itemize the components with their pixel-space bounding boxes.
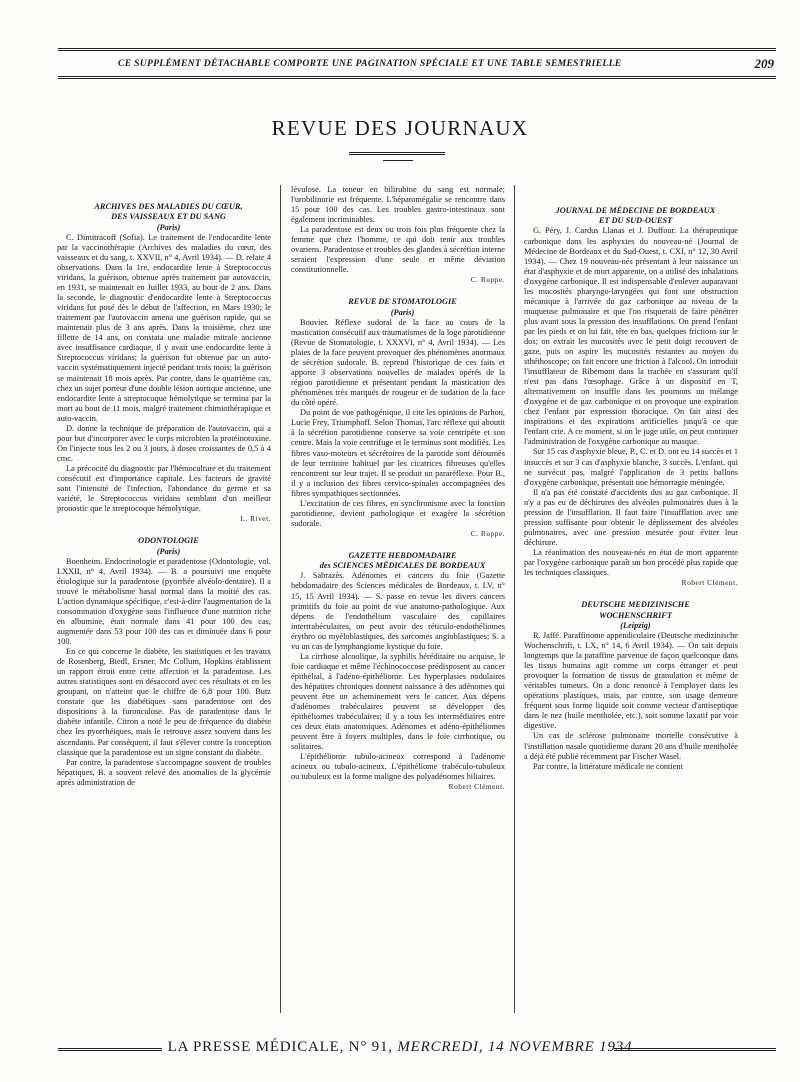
article-paragraph: Boenheim. Endocrinologie et paradentose (Odontologie, vol. LXXII, n° 4, Avril 1934). — B. a poursuivi une enquête étiologique sur la paradentose (pyorrhée alvéolo-dentaire). Il a trouvé le métabolisme basal normal dans la moitié des cas. L'action dynamique spécifique, c'est-à-dire l'augmentation de la consommation d'oxygène sous l'influence d'une nutrition riche en albumine, était normale dans 41 pour 100 des cas, augmentée dans 53 pour 100 des cas et diminuée dans 6 pour 100.: [57, 556, 271, 647]
article-paragraph: Sur 15 cas d'asphyxie bleue, P., C. et D. ont eu 14 succès et 1 insuccès et sur 3 cas d'asphyxie blanche, 3 succès. L'enfant, qui ne survécut pas, malgré l'application de 3 petits ballons d'oxygène carbonique, présentait une hémorragie méningée.: [524, 447, 738, 487]
article-paragraph: L'épithéliome tubulo-acineux correspond à l'adénome acineux ou tubulo-acineux. L'épithéliome trabéculo-tubuleux ou tubuleux est la forme maligne des polyadénomes biliaires.: [291, 752, 505, 782]
article-paragraph: Par contre, la paradentose s'accompagne souvent de troubles hépatiques, B. a souvent relevé des anomalies de la glycémie après administration de: [57, 757, 271, 787]
author-signature: C. Ruppe.: [470, 528, 505, 538]
section-city: (Paris): [156, 546, 181, 556]
article-paragraph: L'excitation de ces fibres, en synchronisme avec la fonction parotidienne, devient pathologique et exagère la sécrétion sudorale.: [291, 498, 505, 528]
section-title: REVUE DE STOMATOLOGIE: [348, 297, 457, 307]
article-paragraph: Par contre, la littérature médicale ne contient: [533, 761, 683, 771]
article-paragraph: J. Sabrazès. Adénomes et cancers du foie (Gazette hebdomadaire des Sciences médicales de Bordeaux, t. LV, n° 15, 15 Avril 1934). — S. passe en revue les divers cancers primitifs du foie au point de vue anatomo-pathologique. Aux dépens de l'endothélium vasculaire des capillaires intertrabéculaires, on peut avoir des réticulo-endothéliomes érythro ou myéloblastiques, des sarcomes angioblastiques; S. a vu un cas de lymphangiome kystique du foie.: [291, 571, 505, 651]
header-top-rule: [58, 48, 776, 51]
section-city: (Paris): [390, 307, 415, 317]
author-signature: Robert Clément.: [681, 578, 738, 588]
section-city: (Paris): [156, 222, 181, 232]
running-header-text: CE SUPPLÉMENT DÉTACHABLE COMPORTE UNE PAGINATION SPÉCIALE ET UNE TABLE SEMESTRIELLE: [118, 58, 622, 69]
article-paragraph: G. Péry, J. Cardus Llanas et J. Duffour. La thérapeutique carbonique dans les asphyxies du nouveau-né (Journal de Médecine de Bordeaux et du Sud-Ouest, t. CXI, n° 12, 30 Avril 1934). — Chez 19 nouveau-nés présentant à leur naissance un état d'asphyxie et de mort apparente, on a utilisé des inhalations d'oxygène carbonique. Il est indispensable d'enlever auparavant les mucosités pharyngo-laryngées qui font une obstruction mécanique à l'arrivée du gaz carbonique au niveau de la muqueuse pulmonaire et que l'on risquerait de faire pénétrer plus avant sous la pression des insufflations. On prend l'enfant par les pieds et on lui fait, tête en bas, quelques frictions sur le dos; on extrait les mucosités avec le petit doigt recouvert de gaze, puis on aspire les mucosités restantes au moyen du sthéthoscope; on fait encore une friction à l'alcool. On introduit l'insufflateur de Ribemont dans la trachée en s'assurant qu'il n'est pas dans l'œsophage. Grâce à un dispositif en T, alternativement on insuffle dans les poumons un mélange d'oxygène et de gaz carbonique et on provoque une expiration chez l'enfant par expression thoracique. On fait ainsi des inspirations et des expirations artificielles jusqu'à ce que l'enfant crie. A ce moment, si on le juge utile, on peut continuer l'administration de l'oxygène carbonique au masque.: [524, 226, 738, 447]
article-paragraph: C. Dimitracoff (Sofia). Le traitement de l'endocardite lente par la vaccinothérapie (Archives des maladies du cœur, des vaisseaux et du sang, t. XXVII, n° 4, Avril 1934). — D. relate 4 observations. Dans la 1re, endocardite lente à Streptococcus viridans, la guérison, obtenue après traitement par autovaccin, en 1931, se maintenait en Juillet 1933, au bout de 2 ans. Dans la seconde, le diagnostic d'endocardite lente à Streptococcus viridans fut posé dès le début de l'affection, en Mars 1930; le traitement par l'autovaccin amena une guérison rapide, qui se maintenait plus de 3 ans après. Dans la troisième, chez une fillette de 14 ans, on constata une maladie mitrale ancienne avec insuffisance cardiaque, il y avait une endocardite lente à Streptococcus viridans; la guérison fut obtenue par un auto-vaccin systématiquement injecté pendant trois mois; la guérison se maintenait 18 mois après. Par contre, dans le quatrième cas, chez un sujet porteur d'une double lésion aortique ancienne, une endocardite lente à streptocoque hémolytique se termina par la mort au bout de 11 mois, malgré traitement chimiothérapique et auto-vaccin.: [57, 232, 271, 423]
section-title: ODONTOLOGIE: [138, 536, 199, 546]
article-paragraph: Bouvier. Réflexe sudoral de la face au cours de la mastication consécutif aux traumatismes de la loge parotidienne (Revue de Stomatologie, t. XXXVI, n° 4, Avril 1934). — Les plaies de la face peuvent provoquer des phénomènes anormaux de sécrétion sudorale. B. reprend l'historique de ces faits et apporte 3 observations nouvelles de malades opérés de la région parotidienne et présentant pendant la mastication des phénomènes très marqués de rougeur et de sudation de la face du côté opéré.: [291, 317, 505, 408]
title-ornament: [349, 152, 445, 155]
section-title: GAZETTE HEBDOMADAIRE: [348, 550, 457, 560]
article-paragraph: lévulose. La teneur en bilirubine du sang est normale; l'urobilinurie est fréquente. L'hépatomégalie se rencontre dans 15 pour 100 des cas. Les troubles gastro-intestinaux sont également incriminables.: [291, 185, 505, 225]
header-bottom-rule: [58, 76, 776, 79]
title-ornament-small: [383, 160, 413, 161]
footer-date: MERCREDI, 14 NOVEMBRE 1934: [397, 1039, 633, 1055]
article-paragraph: La réanimation des nouveau-nés en état de mort apparente par l'oxygène carbonique paraît un bon procédé plus rapide que les techniques classiques.: [524, 547, 738, 578]
article-paragraph: En ce qui concerne le diabète, les statistiques et les travaux de Rosenberg, Biedl, Ersner, Mc Collum, Hopkins établissent un rapport étroit entre cette affection et la paradentose. Les autres statistiques sont en désaccord avec ces résultats et en les groupant, on n'atteint que le chiffre de 6,8 pour 100. Butz constate que les diabétiques sans paradentose ont des dispositions à la furonculose. Pas de paradentose dans le diabète infantile. Citron a noté le peu de fréquence du diabète chez les pyorrhéiques, mais le retrouve assez souvent dans les ascendants. Par conséquent, il faut s'élever contre la conception classique que la paradentose est un signe constant du diabète.: [57, 647, 271, 757]
column-1: [57, 185, 271, 1015]
author-signature: L. Rivet.: [240, 514, 271, 524]
section-title: DEUTSCHE MEDIZINISCHE: [581, 600, 690, 610]
section-title: des SCIENCES MÉDICALES DE BORDEAUX: [319, 561, 486, 571]
section-title: ET DU SUD-OUEST: [598, 216, 673, 226]
column-divider-2: [514, 185, 515, 1013]
footer-journal: LA PRESSE MÉDICALE, N° 91,: [167, 1039, 393, 1055]
page-title: REVUE DES JOURNAUX: [271, 116, 529, 140]
article-paragraph: Il n'a pas été constaté d'accidents dus au gaz carbonique. Il n'y a pas eu de déchirures des alvéoles pulmonaires dues à la pression de l'insufflation. Il faut faire l'insufflation avec une pression suffisante pour obtenir le déplissement des alvéoles pulmonaires, avec une pression mesurée pour éviter leur déchirure.: [524, 487, 738, 547]
section-city: (Leipzig): [620, 620, 651, 630]
section-title: WOCHENSCHRIFT: [599, 610, 672, 620]
author-signature: Robert Clément.: [448, 782, 505, 792]
footer-rule-right: [614, 1048, 776, 1051]
article-paragraph: La cirrhose alcoolique, la syphilis héréditaire ou acquise, le foie cardiaque et même l'échinococcose prédisposent au cancer épithélial, à l'adéno-épithéliome. Les hyperplasies nodulaires des hépatites chroniques donnent naissance à des adénomes qui peuvent être un acheminement vers le cancer. Aux dépens d'adénomes trabéculaires peuvent se développer des épithéliomes trabéculaires; il y a tous les intermédiaires entre ces deux états anatomiques. Adénomes et adéno-épithéliomes peuvent être à foyers multiples, dans le foie cirrhotique, ou solitaires.: [291, 651, 505, 752]
column-3: [524, 168, 738, 1015]
article-paragraph: Du point de vue pathogénique, il cite les opinions de Parhon, Lucie Frey, Triumphoff. Selon Thomas, l'arc réflexe qui aboutit à la sécrétion parotidienne conserve sa voie centripète et son centre. Mais la voie centrifuge et le terminus sont modifiés. Les fibres vaso-moteurs et sécrétoires de la parotide sont détournés de leur territoire habituel par les cicatrices fibreuses qu'elles rencontrent sur leur trajet. Il se produit un pararéflexe. Pour B., il y a inclusion des fibres cervico-spinales accompagnées des fibres sympathiques sectionnées.: [291, 408, 505, 498]
column-divider-1: [280, 185, 281, 1013]
article-paragraph: D. donne la technique de préparation de l'autovaccin, qui a pour but d'incorporer avec le corps microbien la protéinotoxine. On l'injecte tous les 2 ou 3 jours, à doses croissantes de 0,5 à 4 cmc.: [57, 423, 271, 463]
running-header: [58, 58, 776, 74]
article-paragraph: La précocité du diagnostic par l'hémoculture et du traitement consécutif est d'importance capitale. Les facteurs de gravité sont l'intensité de l'infection, l'abondance du germe et sa variété, le Streptococcus viridans semblant d'un meilleur pronostic que le streptocoque hémolytique.: [57, 463, 271, 514]
article-paragraph: La paradentose est deux ou trois fois plus fréquente chez la femme que chez l'homme, ce qui doit tenir aux troubles ovariens. Paradentose et troubles des glandes à sécrétion interne seraient l'expression d'une seule et même déviation constitutionnelle.: [291, 225, 505, 275]
author-signature: C. Ruppe.: [470, 275, 505, 285]
section-title: JOURNAL DE MÉDECINE DE BORDEAUX: [555, 206, 716, 215]
page-number: 209: [754, 56, 774, 71]
article-paragraph: R. Jaffé. Paraffinome appendiculaire (Deutsche medizinische Wochenschrift, t. LX, n° 14, 6 Avril 1934). — On sait depuis longtemps que la paraffine parvenue de façon quelconque dans les tissus humains agit comme un corps étranger et peut provoquer la formation de tissus de granulation et même de véritables tumeurs. On a donc renoncé à l'employer dans les opérations plastiques, mais, par contre, son usage demeure fréquent sous forme liquide soit comme vecteur d'antiseptique dans le nez (huile mentholée, etc.), soit somme laxatif par voie digestive.: [524, 631, 738, 731]
section-title: DES VAISSEAUX ET DU SANG: [111, 212, 226, 222]
section-title: ARCHIVES DES MALADIES DU CŒUR,: [94, 202, 243, 211]
article-paragraph: Un cas de sclérose pulmonaire mortelle consécutive à l'instillation nasale quotidienne durant 20 ans d'huile mentholée a déjà été publié récemment par Fischer Wasel.: [524, 731, 738, 761]
column-2: [291, 185, 505, 1015]
